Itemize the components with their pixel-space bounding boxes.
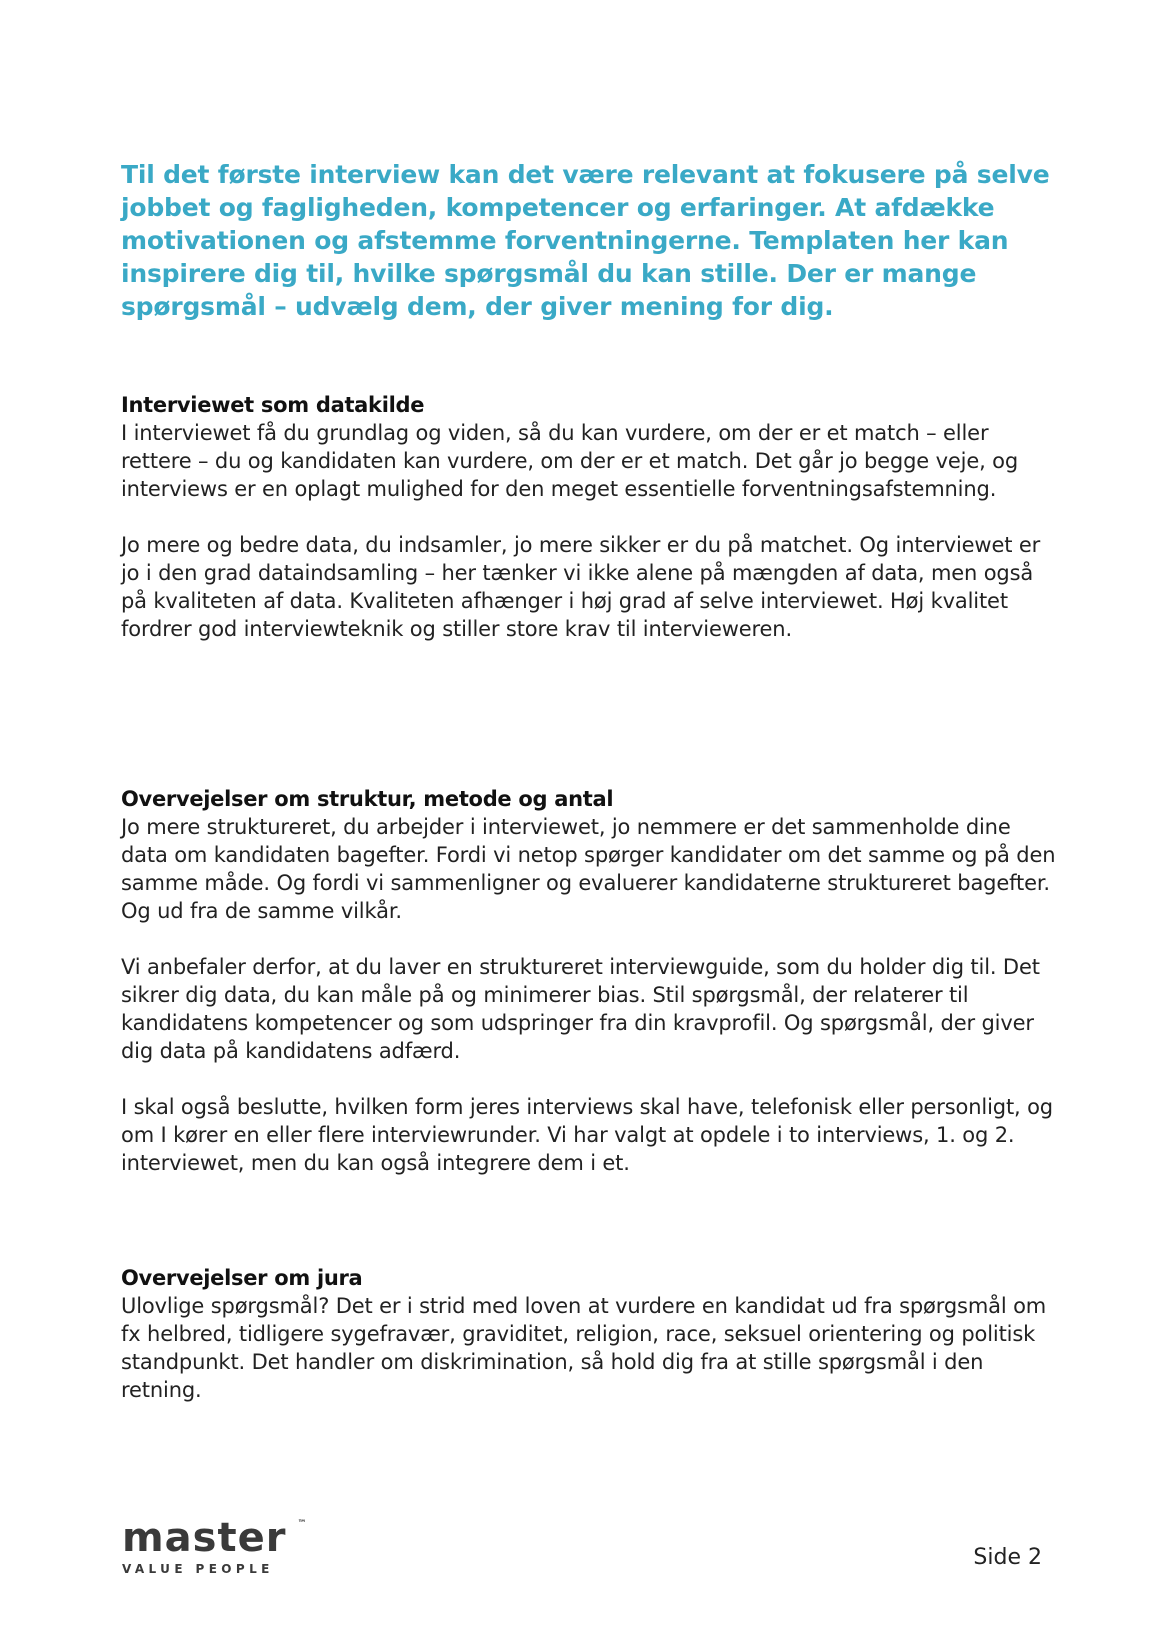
logo-wordmark: [122, 1515, 307, 1561]
section-paragraph: Vi anbefaler derfor, at du laver en struktureret interviewguide, som du holder dig til. Det sikrer dig data, du kan måle på og minimerer bias. Stil spørgsmål, der relaterer til kandidatens kompetencer og som udspringer fra din kravprofil. Og spørgsmål, der giver dig data på kandidatens adfærd.: [121, 955, 1040, 1063]
section-heading: Overvejelser om struktur, metode og antal: [121, 787, 614, 811]
section-interviewet-som-datakilde: [121, 391, 1061, 671]
section-struktur-metode-antal: [121, 785, 1061, 1205]
section-paragraph: Jo mere og bedre data, du indsamler, jo mere sikker er du på matchet. Og interviewet er jo i den grad dataindsamling – her tænker vi ikke alene på mængden af data, men også på kvaliteten af data. Kvaliteten afhænger i høj grad af selve interviewet. Høj kvalitet fordrer god interviewteknik og stiller store krav til intervieweren.: [121, 533, 1041, 641]
intro-text: Til det første interview kan det være relevant at fokusere på selve jobbet og fagligheden, kompetencer og erfaringer. At afdække motivationen og afstemme forventningerne. Templaten her kan inspirere dig til, hvilke spørgsmål du kan stille. Der er mange spørgsmål – udvælg dem, der giver mening for dig.: [121, 160, 1050, 321]
master-logo: [122, 1515, 307, 1576]
section-heading: Interviewet som datakilde: [121, 393, 425, 417]
section-heading: Overvejelser om jura: [121, 1266, 363, 1290]
section-paragraph: Jo mere struktureret, du arbejder i interviewet, jo nemmere er det sammenholde dine data om kandidaten bagefter. Fordi vi netop spørger kandidater om det samme og på den samme måde. Og fordi vi sammenligner og evaluerer kandidaterne struktureret bagefter. Og ud fra de samme vilkår.: [121, 815, 1056, 923]
section-paragraph: Ulovlige spørgsmål? Det er i strid med loven at vurdere en kandidat ud fra spørgsmål om fx helbred, tidligere sygefravær, graviditet, religion, race, seksuel orientering og politisk standpunkt. Det handler om diskrimination, så hold dig fra at stille spørgsmål i den retning.: [121, 1294, 1047, 1402]
logo-word-text: master: [122, 1515, 287, 1561]
section-jura: [121, 1264, 1061, 1432]
page-number: Side 2: [973, 1545, 1042, 1570]
section-paragraph: I skal også beslutte, hvilken form jeres interviews skal have, telefonisk eller personligt, og om I kører en eller flere interviewrunder. Vi har valgt at opdele i to interviews, 1. og 2. interviewet, men du kan også integrere dem i et.: [121, 1095, 1053, 1175]
logo-trademark: ™: [297, 1519, 307, 1529]
section-paragraph: I interviewet få du grundlag og viden, så du kan vurdere, om der er et match – eller rettere – du og kandidaten kan vurdere, om der er et match. Det går jo begge veje, og interviews er en oplagt mulighed for den meget essentielle forventningsafstemning.: [121, 421, 1019, 501]
logo-tagline: VALUE PEOPLE: [122, 1562, 274, 1576]
